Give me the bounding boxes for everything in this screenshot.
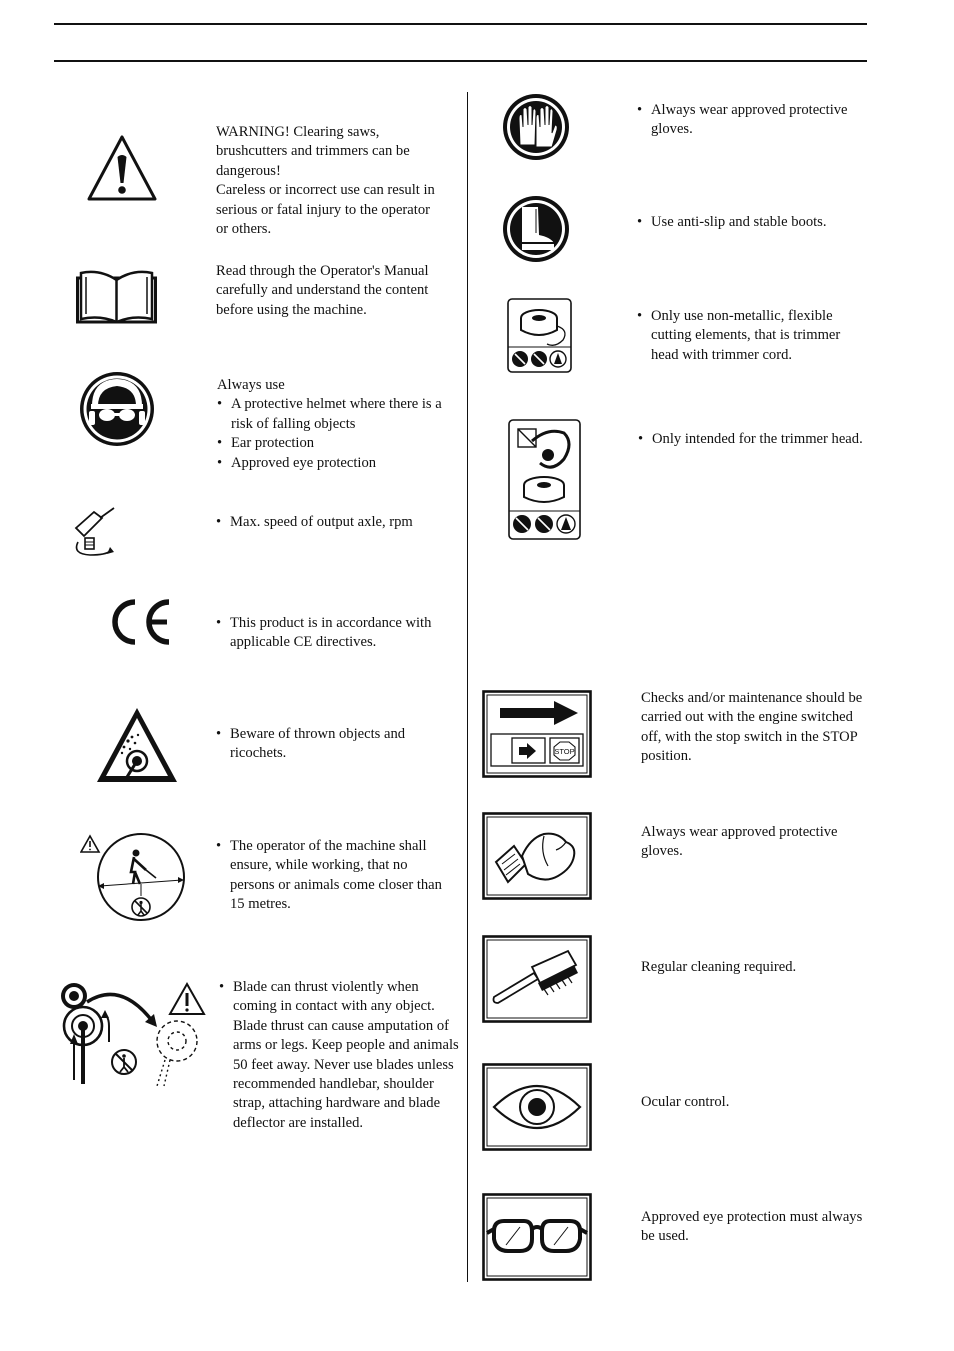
cleaning-text: Regular cleaning required.: [641, 959, 797, 975]
manual-text: Read through the Operator's Manual carefully and understand the content before using the machine.: [216, 263, 429, 318]
eye-icon: [482, 1063, 592, 1151]
thrown-text: • Beware of thrown objects and ricochets.: [216, 725, 431, 764]
top-rule: [54, 23, 867, 25]
output-axle-speed-icon: [70, 506, 118, 560]
ce-text: • This product is in accordance with applicable CE directives.: [216, 614, 454, 653]
boots-text: • Use anti-slip and stable boots.: [637, 213, 867, 232]
ppe-item-helmet: • A protective helmet where there is a risk of falling objects: [217, 395, 455, 434]
distance-text: • The operator of the machine shall ensure, while working, that no persons or animals come closer than 15 metres.: [216, 837, 454, 915]
operator-manual-icon: [76, 267, 157, 324]
cutting-text: • Only use non-metallic, flexible cutting elements, that is trimmer head with trimmer cord.: [637, 307, 867, 365]
safety-distance-icon: [80, 832, 188, 922]
header-rule: [54, 60, 867, 62]
warning-text: WARNING! Clearing saws, brushcutters and trimmers can be dangerous! Careless or incorrect use can result in serious or fatal injury to the operator or others.: [216, 124, 435, 238]
ppe-item-eye: • Approved eye protection: [217, 454, 455, 473]
glove-icon: [482, 812, 592, 900]
blade-text: • Blade can thrust violently when coming in contact with any object. Blade thrust can cause amputation of arms or legs. Keep people and animals 50 feet away. Never use blades unless recommended handlebar, shoulder strap, attaching hardware and blade deflector are installed.: [219, 978, 459, 1133]
speed-text: • Max. speed of output axle, rpm: [216, 513, 454, 532]
ppe-item-ear: • Ear protection: [217, 434, 455, 453]
stop-check-text: Checks and/or maintenance should be carried out with the engine switched off, with the stop switch in the STOP position.: [641, 690, 863, 765]
eye-protection-glasses-icon: [482, 1193, 592, 1281]
warning-triangle-icon: [86, 133, 158, 203]
eyewear-text: Approved eye protection must always be used.: [641, 1209, 863, 1245]
ocular-text: Ocular control.: [641, 1094, 730, 1110]
trimmer-head-icon: [507, 298, 572, 373]
brush-icon: [482, 935, 592, 1023]
helmet-protection-icon: [78, 370, 156, 448]
thrown-objects-warning-icon: [94, 705, 180, 785]
gloves2-text: Always wear approved protective gloves.: [641, 824, 838, 860]
blade-thrust-icon: [57, 980, 207, 1090]
protective-gloves-icon: [502, 93, 570, 161]
trimmer-head-only-icon: [508, 419, 581, 540]
trimmer-only-text: • Only intended for the trimmer head.: [638, 430, 863, 449]
column-divider: [467, 92, 468, 1282]
stop-label: STOP: [554, 747, 575, 756]
boots-icon: [502, 195, 570, 263]
ppe-text: Always use • A protective helmet where there is a risk of falling objects • Ear protection • Approved eye protection: [217, 376, 455, 473]
stop-switch-icon: [482, 690, 592, 778]
gloves-text: • Always wear approved protective gloves.: [637, 101, 867, 140]
ce-mark-icon: [107, 598, 173, 646]
